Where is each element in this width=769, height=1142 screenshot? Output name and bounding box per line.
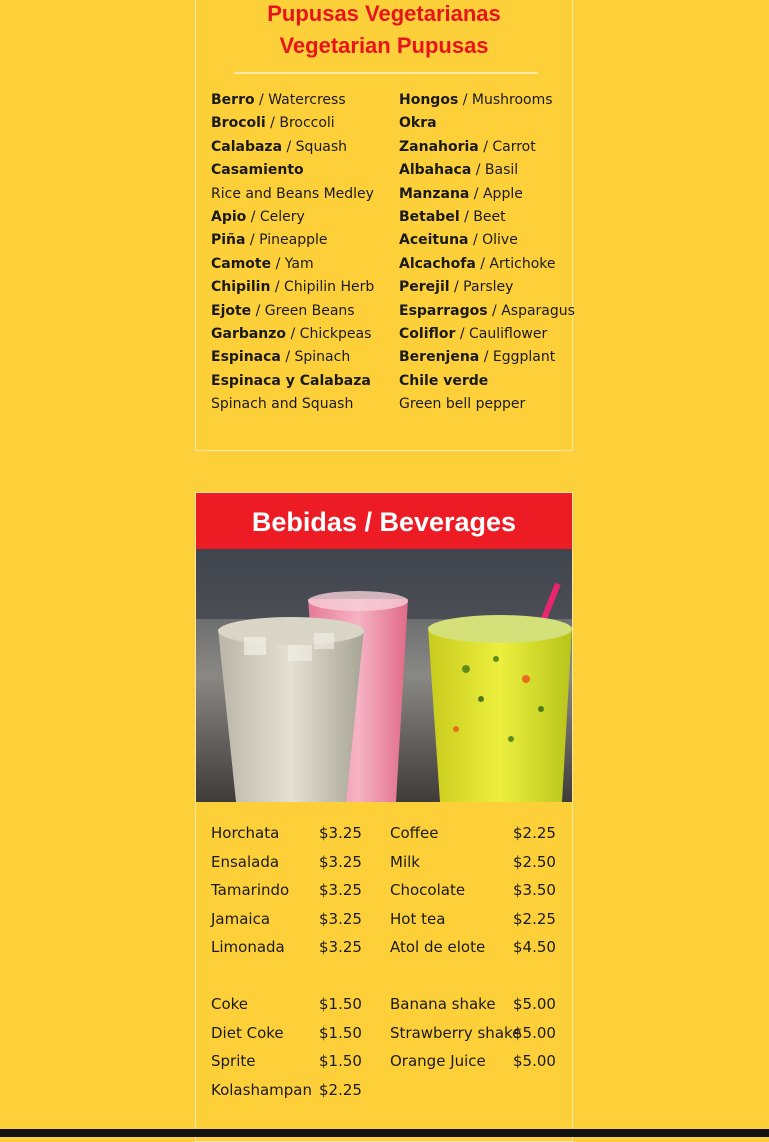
beverage-price: $2.50	[513, 852, 556, 871]
item-english-name: / Basil	[471, 162, 519, 179]
beverage-name: Hot tea	[390, 909, 446, 928]
vegetarian-item	[399, 206, 574, 229]
beverage-price: $3.25	[319, 938, 362, 956]
item-english-name: / Green Beans	[251, 302, 355, 319]
item-spanish-name: Berenjena	[399, 349, 480, 366]
item-spanish-name: Perejil	[399, 279, 450, 296]
beverages-section	[195, 492, 573, 1142]
beverage-name: Coffee	[390, 824, 439, 842]
beverage-price: $5.00	[513, 1052, 556, 1070]
vegetarian-item	[211, 136, 396, 159]
beverage-price: $3.25	[319, 881, 362, 899]
item-english-name: Rice and Beans Medley	[211, 185, 374, 202]
vegetarian-item	[211, 370, 396, 393]
vegetarian-pupusas-section	[195, 0, 573, 451]
vegetarian-list-left	[211, 89, 396, 416]
beverages-header: Bebidas / Beverages	[196, 493, 572, 549]
vegetarian-item	[399, 112, 574, 135]
item-english-name: / Chickpeas	[286, 325, 372, 342]
beverage-name: Kolashampan	[211, 1080, 312, 1099]
beverage-price: $3.25	[319, 852, 362, 871]
item-spanish-name: Chipilin	[211, 279, 271, 296]
beverage-price: $2.25	[513, 909, 556, 928]
beverage-price: $1.50	[319, 1023, 362, 1042]
vegetarian-item	[211, 393, 396, 416]
vegetarian-item	[399, 346, 574, 369]
vegetarian-item	[211, 253, 396, 276]
vegetarian-item	[211, 229, 396, 252]
beverage-name: Diet Coke	[211, 1023, 284, 1042]
item-spanish-name: Ejote	[211, 302, 252, 319]
vegetarian-item	[399, 159, 574, 182]
item-english-name: / Parsley	[449, 279, 514, 296]
item-spanish-name: Aceituna	[399, 232, 469, 249]
item-spanish-name: Alcachofa	[399, 255, 476, 272]
vegetarian-item	[399, 300, 574, 323]
bottom-bar	[0, 1129, 769, 1137]
item-spanish-name: Garbanzo	[211, 325, 287, 342]
vegetarian-item	[399, 323, 574, 346]
item-spanish-name: Berro	[211, 92, 255, 108]
item-english-name: / Artichoke	[475, 255, 556, 272]
item-english-name: / Broccoli	[265, 115, 335, 132]
beverage-price: $2.25	[513, 824, 556, 842]
beverage-name: Milk	[390, 852, 420, 871]
item-spanish-name: Casamiento	[211, 162, 304, 179]
vegetarian-item	[399, 370, 574, 393]
vegetarian-title: Pupusas Vegetarianas	[267, 1, 501, 26]
item-spanish-name: Calabaza	[211, 138, 283, 155]
beverage-price: $1.50	[319, 995, 362, 1013]
vegetarian-item	[211, 159, 396, 182]
beverage-name: Banana shake	[390, 995, 496, 1013]
vegetarian-item	[399, 89, 574, 112]
vegetarian-list-right	[399, 89, 574, 416]
title-divider	[234, 72, 538, 74]
beverage-price: $5.00	[513, 1023, 556, 1042]
item-english-name: / Beet	[459, 208, 506, 225]
item-english-name: / Mushrooms	[458, 92, 553, 108]
drinks-photo-icon	[196, 549, 572, 802]
vegetarian-item	[399, 393, 574, 416]
beverage-name: Orange Juice	[390, 1052, 486, 1070]
beverage-name: Horchata	[211, 824, 280, 842]
item-english-name: Green bell pepper	[399, 396, 526, 413]
beverage-name: Ensalada	[211, 852, 280, 871]
item-spanish-name: Zanahoria	[399, 138, 479, 155]
beverage-price: $3.50	[513, 881, 556, 899]
beverage-price: $3.25	[319, 909, 362, 928]
item-spanish-name: Piña	[211, 232, 246, 249]
vegetarian-item	[211, 300, 396, 323]
beverage-price: $5.00	[513, 995, 556, 1013]
item-spanish-name: Coliflor	[399, 325, 456, 342]
drinks-photo	[196, 549, 572, 802]
item-spanish-name: Espinaca y Calabaza	[211, 372, 371, 389]
vegetarian-subtitle: Vegetarian Pupusas	[279, 33, 489, 58]
item-english-name: / Eggplant	[479, 349, 556, 366]
beverage-name: Limonada	[211, 938, 285, 956]
item-spanish-name: Apio	[211, 208, 247, 225]
vegetarian-item	[399, 183, 574, 206]
vegetarian-item	[211, 323, 396, 346]
vegetarian-item	[211, 89, 396, 112]
item-english-name: / Olive	[468, 232, 518, 249]
vegetarian-item	[399, 253, 574, 276]
item-spanish-name: Chile verde	[399, 372, 489, 389]
item-english-name: / Apple	[469, 185, 523, 202]
vegetarian-item	[211, 112, 396, 135]
item-spanish-name: Camote	[211, 255, 272, 272]
vegetarian-item	[399, 229, 574, 252]
item-english-name: / Carrot	[478, 138, 536, 155]
beverage-name: Chocolate	[390, 881, 466, 899]
item-spanish-name: Esparragos	[399, 302, 488, 319]
beverage-name: Tamarindo	[211, 881, 290, 899]
item-english-name: / Chipilin Herb	[270, 279, 375, 296]
beverage-name: Coke	[211, 995, 249, 1013]
item-spanish-name: Betabel	[399, 208, 460, 225]
vegetarian-item	[211, 346, 396, 369]
beverage-price: $1.50	[319, 1052, 362, 1070]
beverage-price: $3.25	[319, 824, 362, 842]
item-english-name: Spinach and Squash	[211, 396, 354, 413]
beverage-price: $2.25	[319, 1080, 362, 1099]
item-spanish-name: Espinaca	[211, 349, 281, 366]
beverage-name: Atol de elote	[390, 938, 486, 956]
item-english-name: / Squash	[282, 138, 348, 155]
vegetarian-item	[211, 206, 396, 229]
item-english-name: / Watercress	[254, 92, 346, 108]
beverage-price: $4.50	[513, 938, 556, 956]
item-spanish-name: Manzana	[399, 185, 470, 202]
item-english-name: / Asparagus	[487, 302, 575, 319]
item-spanish-name: Albahaca	[399, 162, 472, 179]
vegetarian-item	[211, 276, 396, 299]
item-english-name: / Cauliflower	[455, 325, 548, 342]
item-spanish-name: Okra	[399, 115, 437, 132]
vegetarian-item	[211, 183, 396, 206]
item-spanish-name: Hongos	[399, 92, 459, 108]
item-english-name: / Spinach	[280, 349, 351, 366]
beverage-name: Strawberry shake	[390, 1023, 522, 1042]
vegetarian-item	[399, 276, 574, 299]
beverage-name: Sprite	[211, 1052, 256, 1070]
item-english-name: / Yam	[271, 255, 314, 272]
vegetarian-item	[399, 136, 574, 159]
item-english-name: / Celery	[246, 208, 305, 225]
item-spanish-name: Brocoli	[211, 115, 266, 132]
beverage-name: Jamaica	[211, 909, 271, 928]
item-english-name: / Pineapple	[245, 232, 328, 249]
